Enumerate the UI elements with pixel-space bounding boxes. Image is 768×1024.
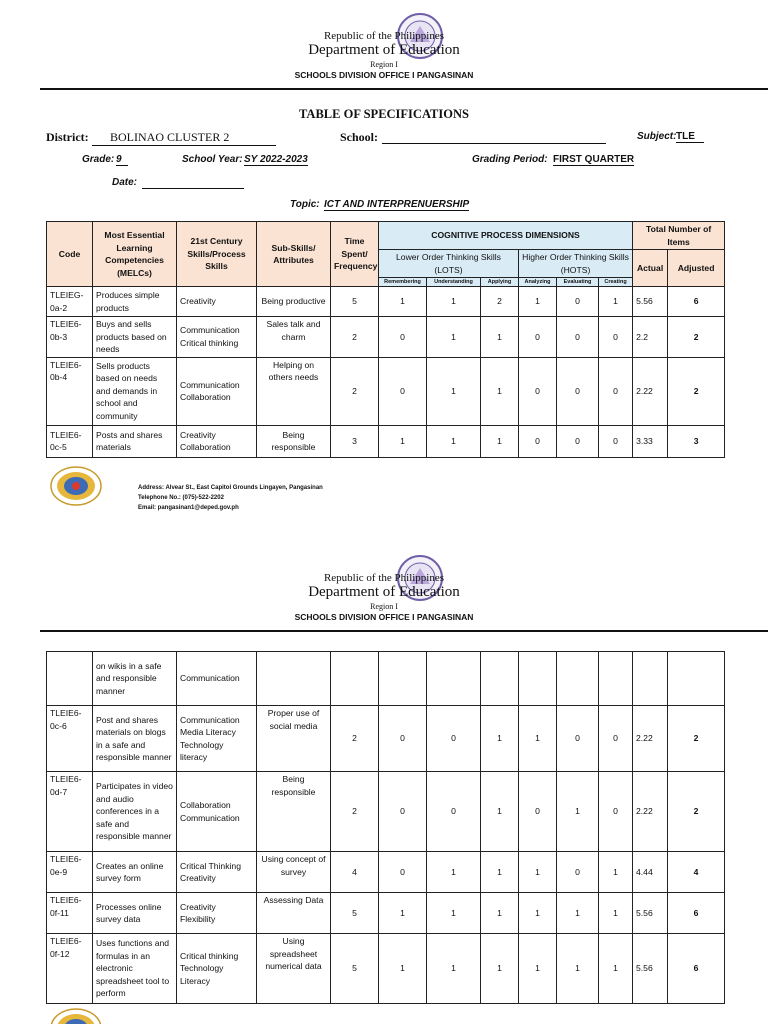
- cell-time: 2: [331, 357, 379, 425]
- cell-r: 0: [379, 706, 427, 772]
- cell-ap: 1: [481, 357, 519, 425]
- cell-code: TLEIEG-0a-2: [47, 287, 93, 317]
- cell-an: [519, 652, 557, 706]
- cell-code: TLEIE6-0f-11: [47, 893, 93, 934]
- cell-sub: Being responsible: [257, 425, 331, 457]
- cell-time: 2: [331, 772, 379, 852]
- cell-an: 0: [519, 772, 557, 852]
- cell-adj: 2: [668, 317, 725, 358]
- cell-sub: Proper use of social media: [257, 706, 331, 772]
- total-items-header: Total Number of Items: [633, 222, 725, 250]
- cell-adj: 6: [668, 893, 725, 934]
- cell-r: 1: [379, 287, 427, 317]
- applying-header: Applying: [481, 278, 519, 287]
- school-year-field[interactable]: SY 2022-2023: [244, 154, 308, 165]
- footer-phone: Telephone No.: (075)-522-2202: [138, 495, 224, 501]
- cell-r: 0: [379, 357, 427, 425]
- cell-ap: 2: [481, 287, 519, 317]
- cell-melc: Post and shares materials on blogs in a safe and responsible manner: [93, 706, 177, 772]
- actual-header: Actual: [633, 250, 668, 287]
- melc-header: Most Essential Learning Competencies (MELCs): [93, 222, 177, 287]
- cell-sub: Assessing Data: [257, 893, 331, 934]
- cell-u: [427, 652, 481, 706]
- school-year-label: School Year:: [182, 154, 243, 165]
- table-row: [47, 425, 725, 457]
- cognitive-header: COGNITIVE PROCESS DIMENSIONS: [379, 222, 633, 250]
- cell-actual: 5.56: [633, 287, 668, 317]
- cell-an: 0: [519, 425, 557, 457]
- cell-an: 1: [519, 893, 557, 934]
- cell-code: TLEIE6-0c-6: [47, 706, 93, 772]
- cell-actual: 2.22: [633, 772, 668, 852]
- cell-an: 1: [519, 287, 557, 317]
- grade-label: Grade:: [82, 154, 115, 165]
- cell-skills: Creativity: [177, 287, 257, 317]
- cell-ap: [481, 652, 519, 706]
- district-field[interactable]: BOLINAO CLUSTER 2: [92, 130, 276, 146]
- cell-an: 1: [519, 852, 557, 893]
- cell-cr: 0: [599, 425, 633, 457]
- table-row: [47, 706, 725, 772]
- cell-ap: 1: [481, 772, 519, 852]
- header-divider: [40, 88, 768, 90]
- cell-skills: Communication Media Literacy Technology literacy: [177, 706, 257, 772]
- school-label: School:: [340, 130, 379, 144]
- cell-ev: 1: [557, 772, 599, 852]
- cell-adj: [668, 652, 725, 706]
- cell-ev: 0: [557, 425, 599, 457]
- cell-code: TLEIE6-0d-7: [47, 772, 93, 852]
- cell-cr: 0: [599, 772, 633, 852]
- cell-r: 0: [379, 852, 427, 893]
- subject-label: Subject:: [637, 131, 677, 142]
- cell-actual: 2.22: [633, 706, 668, 772]
- division-logo-icon: [50, 466, 102, 506]
- cell-sub: Using concept of survey: [257, 852, 331, 893]
- cell-cr: 1: [599, 934, 633, 1004]
- cell-skills: Communication Critical thinking: [177, 317, 257, 358]
- cell-ev: 1: [557, 893, 599, 934]
- cell-cr: 0: [599, 357, 633, 425]
- cell-ev: 1: [557, 934, 599, 1004]
- cell-u: 1: [427, 317, 481, 358]
- cell-cr: 0: [599, 317, 633, 358]
- cell-sub: Helping on others needs: [257, 357, 331, 425]
- subject-field[interactable]: TLE: [676, 131, 704, 143]
- cell-adj: 4: [668, 852, 725, 893]
- cell-actual: 4.44: [633, 852, 668, 893]
- cell-time: 5: [331, 934, 379, 1004]
- cell-melc: Buys and sells products based on needs: [93, 317, 177, 358]
- cell-u: 0: [427, 772, 481, 852]
- code-header: Code: [47, 222, 93, 287]
- cell-sub: Sales talk and charm: [257, 317, 331, 358]
- cell-ap: 1: [481, 934, 519, 1004]
- region-line-page2: Region I: [370, 602, 398, 611]
- cell-adj: 6: [668, 287, 725, 317]
- cell-actual: 2.2: [633, 317, 668, 358]
- time-spent-header: Time Spent/ Frequency: [331, 222, 379, 287]
- cell-skills: Creativity Collaboration: [177, 425, 257, 457]
- school-field[interactable]: [382, 130, 606, 144]
- cell-ev: 0: [557, 357, 599, 425]
- cell-u: 1: [427, 893, 481, 934]
- understanding-header: Understanding: [427, 278, 481, 287]
- cell-skills: Critical Thinking Creativity: [177, 852, 257, 893]
- remembering-header: Remembering: [379, 278, 427, 287]
- topic-label: Topic:: [290, 199, 320, 210]
- cell-code: [47, 652, 93, 706]
- cell-ap: 1: [481, 317, 519, 358]
- cell-an: 0: [519, 357, 557, 425]
- cell-an: 1: [519, 706, 557, 772]
- cell-ev: 0: [557, 317, 599, 358]
- evaluating-header: Evaluating: [557, 278, 599, 287]
- division-logo-icon-page2: [50, 1008, 102, 1024]
- cell-actual: 2.22: [633, 357, 668, 425]
- grading-period-field[interactable]: FIRST QUARTER: [553, 154, 635, 165]
- cell-sub: Being responsible: [257, 772, 331, 852]
- cell-ev: 0: [557, 706, 599, 772]
- cell-time: 5: [331, 287, 379, 317]
- cell-cr: [599, 652, 633, 706]
- cell-melc: Uses functions and formulas in an electronic spreadsheet tool to perform: [93, 934, 177, 1004]
- doc-title: TABLE OF SPECIFICATIONS: [299, 107, 469, 121]
- cell-u: 1: [427, 287, 481, 317]
- cell-ap: 1: [481, 852, 519, 893]
- century-skills-header: 21st Century Skills/Process Skills: [177, 222, 257, 287]
- footer-email: Email: pangasinan1@deped.gov.ph: [138, 505, 239, 511]
- cell-u: 1: [427, 934, 481, 1004]
- republic-line: Republic of the Philippines: [323, 30, 445, 42]
- cell-actual: [633, 652, 668, 706]
- cell-melc: Creates an online survey form: [93, 852, 177, 893]
- cell-code: TLEIE6-0e-9: [47, 852, 93, 893]
- cell-cr: 1: [599, 287, 633, 317]
- republic-line-page2: Republic of the Philippines: [323, 572, 445, 584]
- table-row: [47, 772, 725, 852]
- cell-u: 1: [427, 357, 481, 425]
- table-row: [47, 317, 725, 358]
- cell-time: 2: [331, 317, 379, 358]
- cell-time: 3: [331, 425, 379, 457]
- analyzing-header: Analyzing: [519, 278, 557, 287]
- grading-period-label: Grading Period:: [472, 154, 548, 165]
- cell-sub: Being productive: [257, 287, 331, 317]
- cell-skills: Creativity Flexibility: [177, 893, 257, 934]
- division-line: SCHOOLS DIVISION OFFICE I PANGASINAN: [294, 70, 474, 80]
- cell-u: 0: [427, 706, 481, 772]
- cell-melc: Sells products based on needs and demands in school and community: [93, 357, 177, 425]
- footer-address: Address: Alvear St., East Capitol Grounds Lingayen, Pangasinan: [138, 485, 323, 491]
- cell-u: 1: [427, 425, 481, 457]
- cell-code: TLEIE6-0c-5: [47, 425, 93, 457]
- table-row: [47, 893, 725, 934]
- grade-field[interactable]: 9: [116, 154, 128, 166]
- cell-adj: 2: [668, 357, 725, 425]
- district-label: District:: [46, 130, 89, 144]
- topic-field: ICT AND INTERPRENUERSHIP: [324, 199, 470, 210]
- cell-cr: 1: [599, 852, 633, 893]
- cell-r: 1: [379, 934, 427, 1004]
- cell-time: 4: [331, 852, 379, 893]
- cell-adj: 2: [668, 706, 725, 772]
- cell-an: 1: [519, 934, 557, 1004]
- cell-melc: on wikis in a safe and responsible manner: [93, 652, 177, 706]
- cell-code: TLEIE6-0b-4: [47, 357, 93, 425]
- cell-adj: 2: [668, 772, 725, 852]
- cell-adj: 6: [668, 934, 725, 1004]
- cell-skills: Collaboration Communication: [177, 772, 257, 852]
- cell-r: 1: [379, 893, 427, 934]
- table-row: [47, 934, 725, 1004]
- cell-code: TLEIE6-0b-3: [47, 317, 93, 358]
- cell-time: [331, 652, 379, 706]
- adjusted-header: Adjusted: [668, 250, 725, 287]
- cell-melc: Participates in video and audio conferences in a safe and responsible manner: [93, 772, 177, 852]
- department-line: Department of Education: [308, 42, 460, 58]
- cell-skills: Communication: [177, 652, 257, 706]
- cell-an: 0: [519, 317, 557, 358]
- cell-r: 0: [379, 772, 427, 852]
- cell-time: 2: [331, 706, 379, 772]
- cell-ev: 0: [557, 287, 599, 317]
- lots-header: Lower Order Thinking Skills (LOTS): [379, 250, 519, 278]
- cell-ev: 0: [557, 852, 599, 893]
- cell-skills: Critical thinking Technology Literacy: [177, 934, 257, 1004]
- creating-header: Creating: [599, 278, 633, 287]
- cell-r: 0: [379, 317, 427, 358]
- cell-ap: 1: [481, 706, 519, 772]
- table-row: [47, 652, 725, 706]
- cell-actual: 5.56: [633, 934, 668, 1004]
- cell-sub: Using spreadsheet numerical data: [257, 934, 331, 1004]
- region-line: Region I: [370, 60, 398, 69]
- date-label: Date:: [112, 177, 138, 188]
- cell-melc: Posts and shares materials: [93, 425, 177, 457]
- department-line-page2: Department of Education: [308, 584, 460, 600]
- specifications-table-page1: [46, 221, 725, 458]
- division-line-page2: SCHOOLS DIVISION OFFICE I PANGASINAN: [294, 612, 474, 622]
- cell-actual: 3.33: [633, 425, 668, 457]
- specifications-table-page2: [46, 651, 725, 1004]
- table-row: [47, 287, 725, 317]
- cell-r: 1: [379, 425, 427, 457]
- cell-melc: Processes online survey data: [93, 893, 177, 934]
- cell-actual: 5.56: [633, 893, 668, 934]
- cell-code: TLEIE6-0f-12: [47, 934, 93, 1004]
- cell-adj: 3: [668, 425, 725, 457]
- cell-ap: 1: [481, 425, 519, 457]
- date-field[interactable]: [142, 177, 244, 189]
- cell-sub: [257, 652, 331, 706]
- cell-cr: 1: [599, 893, 633, 934]
- hots-header: Higher Order Thinking Skills (HOTS): [519, 250, 633, 278]
- sub-skills-header: Sub-Skills/ Attributes: [257, 222, 331, 287]
- cell-skills: Communication Collaboration: [177, 357, 257, 425]
- table-row: [47, 357, 725, 425]
- table-row: [47, 852, 725, 893]
- cell-r: [379, 652, 427, 706]
- cell-time: 5: [331, 893, 379, 934]
- cell-ev: [557, 652, 599, 706]
- cell-cr: 0: [599, 706, 633, 772]
- cell-melc: Produces simple products: [93, 287, 177, 317]
- cell-ap: 1: [481, 893, 519, 934]
- cell-u: 1: [427, 852, 481, 893]
- header-divider-page2: [40, 630, 768, 632]
